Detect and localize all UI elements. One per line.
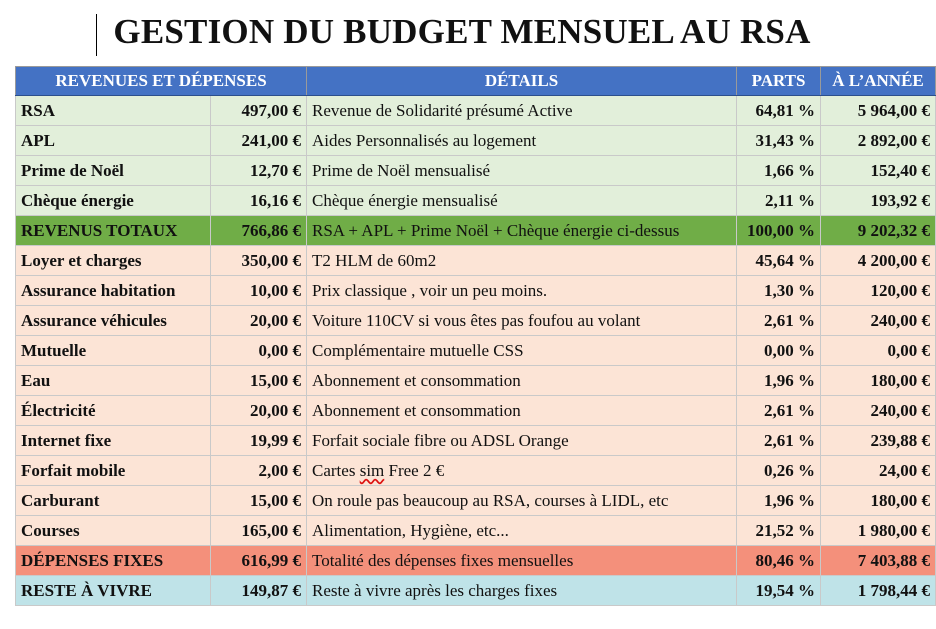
row-year-cell[interactable]: 193,92 €: [821, 186, 936, 216]
row-label-cell[interactable]: Courses: [16, 516, 211, 546]
row-year-cell[interactable]: 7 403,88 €: [821, 546, 936, 576]
spellcheck-word: sim: [359, 460, 385, 480]
row-amount-cell[interactable]: 20,00 €: [211, 396, 307, 426]
row-detail-cell[interactable]: Alimentation, Hygiène, etc...: [307, 516, 737, 546]
row-detail-cell[interactable]: Prime de Noël mensualisé: [307, 156, 737, 186]
row-label-cell[interactable]: RESTE À VIVRE: [16, 576, 211, 606]
row-part-cell[interactable]: 45,64 %: [737, 246, 821, 276]
row-label-cell[interactable]: Mutuelle: [16, 336, 211, 366]
row-detail-cell[interactable]: Prix classique , voir un peu moins.: [307, 276, 737, 306]
header-annee[interactable]: À L’ANNÉE: [821, 67, 936, 96]
row-part-cell[interactable]: 80,46 %: [737, 546, 821, 576]
table-row: [16, 486, 936, 516]
row-year-cell[interactable]: 9 202,32 €: [821, 216, 936, 246]
row-part-cell[interactable]: 0,26 %: [737, 456, 821, 486]
row-year-cell[interactable]: 239,88 €: [821, 426, 936, 456]
row-part-cell[interactable]: 21,52 %: [737, 516, 821, 546]
row-year-cell[interactable]: 240,00 €: [821, 306, 936, 336]
row-label-cell[interactable]: Prime de Noël: [16, 156, 211, 186]
row-detail-cell[interactable]: Chèque énergie mensualisé: [307, 186, 737, 216]
row-year-cell[interactable]: 0,00 €: [821, 336, 936, 366]
row-amount-cell[interactable]: 766,86 €: [211, 216, 307, 246]
row-part-cell[interactable]: 1,96 %: [737, 366, 821, 396]
row-part-cell[interactable]: 0,00 %: [737, 336, 821, 366]
row-detail-cell[interactable]: Abonnement et consommation: [307, 366, 737, 396]
row-year-cell[interactable]: 1 980,00 €: [821, 516, 936, 546]
page-title: GESTION DU BUDGET MENSUEL AU RSA: [113, 12, 811, 51]
row-label-cell[interactable]: REVENUS TOTAUX: [16, 216, 211, 246]
row-label-cell[interactable]: Forfait mobile: [16, 456, 211, 486]
header-details[interactable]: DÉTAILS: [307, 67, 737, 96]
table-row: [16, 426, 936, 456]
row-amount-cell[interactable]: 0,00 €: [211, 336, 307, 366]
row-part-cell[interactable]: 19,54 %: [737, 576, 821, 606]
row-year-cell[interactable]: 1 798,44 €: [821, 576, 936, 606]
table-row: [16, 156, 936, 186]
table-row: [16, 366, 936, 396]
table-row: [16, 516, 936, 546]
row-year-cell[interactable]: 120,00 €: [821, 276, 936, 306]
row-label-cell[interactable]: Loyer et charges: [16, 246, 211, 276]
row-amount-cell[interactable]: 12,70 €: [211, 156, 307, 186]
row-label-cell[interactable]: Assurance véhicules: [16, 306, 211, 336]
table-row: [16, 276, 936, 306]
header-row: [16, 67, 936, 96]
row-part-cell[interactable]: 64,81 %: [737, 96, 821, 126]
row-year-cell[interactable]: 24,00 €: [821, 456, 936, 486]
row-year-cell[interactable]: 5 964,00 €: [821, 96, 936, 126]
table-row: [16, 336, 936, 366]
row-label-cell[interactable]: Assurance habitation: [16, 276, 211, 306]
table-row: [16, 246, 936, 276]
row-label-cell[interactable]: Chèque énergie: [16, 186, 211, 216]
row-label-cell[interactable]: APL: [16, 126, 211, 156]
header-parts[interactable]: PARTS: [737, 67, 821, 96]
table-row: [16, 396, 936, 426]
row-detail-cell[interactable]: Revenue de Solidarité présumé Active: [307, 96, 737, 126]
row-label-cell[interactable]: RSA: [16, 96, 211, 126]
table-row: [16, 216, 936, 246]
table-row: [16, 306, 936, 336]
row-year-cell[interactable]: 180,00 €: [821, 366, 936, 396]
row-detail-cell[interactable]: Forfait sociale fibre ou ADSL Orange: [307, 426, 737, 456]
row-amount-cell[interactable]: 20,00 €: [211, 306, 307, 336]
row-amount-cell[interactable]: 15,00 €: [211, 366, 307, 396]
row-detail-cell[interactable]: Totalité des dépenses fixes mensuelles: [307, 546, 737, 576]
row-amount-cell[interactable]: 2,00 €: [211, 456, 307, 486]
row-amount-cell[interactable]: 19,99 €: [211, 426, 307, 456]
row-detail-cell[interactable]: Aides Personnalisés au logement: [307, 126, 737, 156]
row-part-cell[interactable]: 2,11 %: [737, 186, 821, 216]
row-label-cell[interactable]: Carburant: [16, 486, 211, 516]
row-part-cell[interactable]: 100,00 %: [737, 216, 821, 246]
row-amount-cell[interactable]: 15,00 €: [211, 486, 307, 516]
table-row: [16, 546, 936, 576]
row-part-cell[interactable]: 2,61 %: [737, 426, 821, 456]
row-label-cell[interactable]: DÉPENSES FIXES: [16, 546, 211, 576]
header-revenues-depenses[interactable]: REVENUES ET DÉPENSES: [16, 67, 307, 96]
table-row: [16, 96, 936, 126]
row-amount-cell[interactable]: 149,87 €: [211, 576, 307, 606]
row-amount-cell[interactable]: 350,00 €: [211, 246, 307, 276]
row-amount-cell[interactable]: 497,00 €: [211, 96, 307, 126]
row-amount-cell[interactable]: 16,16 €: [211, 186, 307, 216]
row-detail-cell[interactable]: RSA + APL + Prime Noël + Chèque énergie ci-dessus: [307, 216, 737, 246]
row-label-cell[interactable]: Internet fixe: [16, 426, 211, 456]
row-amount-cell[interactable]: 165,00 €: [211, 516, 307, 546]
text-cursor: [96, 14, 97, 56]
row-part-cell[interactable]: 1,66 %: [737, 156, 821, 186]
table-row: [16, 126, 936, 156]
table-row: [16, 186, 936, 216]
row-detail-cell[interactable]: Complémentaire mutuelle CSS: [307, 336, 737, 366]
row-detail-cell[interactable]: T2 HLM de 60m2: [307, 246, 737, 276]
row-part-cell[interactable]: 2,61 %: [737, 396, 821, 426]
row-part-cell[interactable]: 1,30 %: [737, 276, 821, 306]
table-row: [16, 576, 936, 606]
row-year-cell[interactable]: 2 892,00 €: [821, 126, 936, 156]
row-detail-cell[interactable]: Voiture 110CV si vous êtes pas foufou au volant: [307, 306, 737, 336]
row-amount-cell[interactable]: 616,99 €: [211, 546, 307, 576]
row-year-cell[interactable]: 240,00 €: [821, 396, 936, 426]
row-year-cell[interactable]: 180,00 €: [821, 486, 936, 516]
budget-table: [15, 66, 936, 606]
row-label-cell[interactable]: Électricité: [16, 396, 211, 426]
row-amount-cell[interactable]: 241,00 €: [211, 126, 307, 156]
table-row: [16, 456, 936, 486]
row-detail-cell[interactable]: Cartes sim Free 2 €: [307, 456, 737, 486]
row-year-cell[interactable]: 152,40 €: [821, 156, 936, 186]
row-label-cell[interactable]: Eau: [16, 366, 211, 396]
row-detail-cell[interactable]: On roule pas beaucoup au RSA, courses à LIDL, etc: [307, 486, 737, 516]
row-detail-cell[interactable]: Reste à vivre après les charges fixes: [307, 576, 737, 606]
row-part-cell[interactable]: 1,96 %: [737, 486, 821, 516]
row-amount-cell[interactable]: 10,00 €: [211, 276, 307, 306]
row-part-cell[interactable]: 31,43 %: [737, 126, 821, 156]
row-detail-cell[interactable]: Abonnement et consommation: [307, 396, 737, 426]
row-part-cell[interactable]: 2,61 %: [737, 306, 821, 336]
row-year-cell[interactable]: 4 200,00 €: [821, 246, 936, 276]
